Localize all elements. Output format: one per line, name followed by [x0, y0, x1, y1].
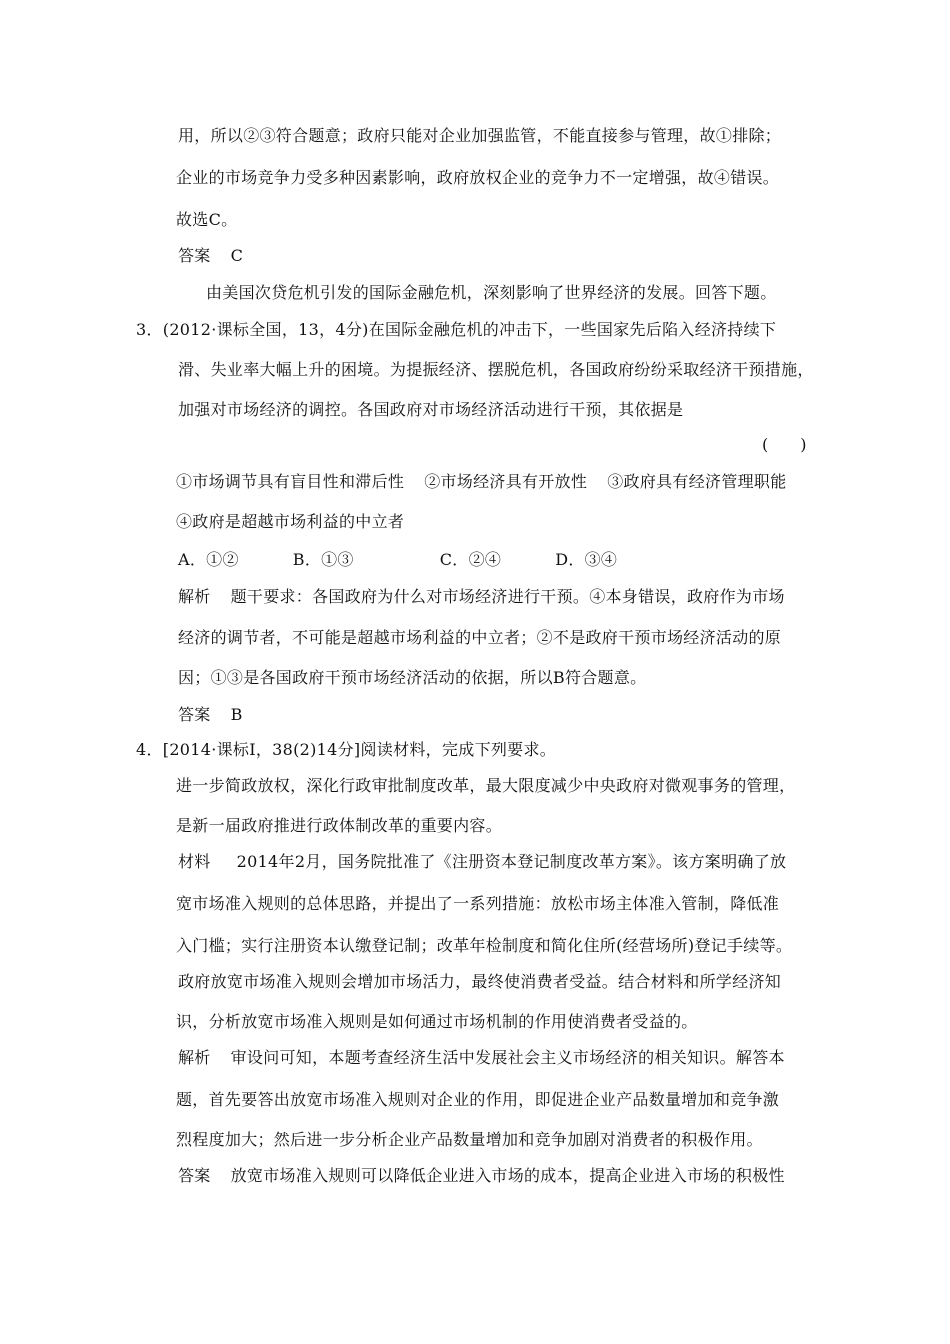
q4-material-text-1: 2014年2月，国务院批准了《注册资本登记制度改革方案》。该方案明确了放: [236, 852, 787, 871]
answer-value: C: [230, 246, 244, 265]
q3-option-1: ①市场调节具有盲目性和滞后性: [176, 472, 405, 491]
q3-answer-blank: ( ): [762, 435, 807, 454]
answer-label: 答案: [178, 246, 211, 265]
answer-value: B: [230, 705, 243, 724]
q3-options-line-1: [176, 472, 787, 492]
q4-material-line-1: [178, 852, 786, 872]
q3-choices: [178, 550, 617, 570]
q3-choice-c: C．②④: [439, 550, 502, 569]
q3-option-3: ③政府具有经济管理职能: [607, 472, 787, 491]
q4-analysis-line-1: [178, 1048, 785, 1068]
q3-analysis-line-3: 因；①③是各国政府干预市场经济活动的依据，所以B符合题意。: [178, 668, 647, 687]
q3-option-4: ④政府是超越市场利益的中立者: [176, 512, 405, 531]
q4-material-line-3: 入门槛；实行注册资本认缴登记制；改革年检制度和简化住所(经营场所)登记手续等。: [176, 936, 793, 955]
answer-label: 答案: [178, 705, 211, 724]
question-intro: 由美国次贷危机引发的国际金融危机，深刻影响了世界经济的发展。回答下题。: [206, 283, 777, 302]
q3-choice-a: A．①②: [178, 550, 239, 569]
q4-stem-line-3: 是新一届政府推进行政体制改革的重要内容。: [176, 816, 503, 835]
q3-stem-line-1: 3．(2012·课标全国，13，4分)在国际金融危机的冲击下，一些国家先后陷入经济持续下: [136, 320, 777, 339]
material-label: 材料: [178, 852, 211, 871]
q3-stem-line-2: 滑、失业率大幅上升的困境。为提振经济、摆脱危机，各国政府纷纷采取经济干预措施，: [178, 360, 814, 379]
q2-analysis-line-1: 用，所以②③符合题意；政府只能对企业加强监管，不能直接参与管理，故①排除；: [178, 126, 782, 145]
q4-stem-line-1: 4．[2014·课标Ⅰ，38(2)14分]阅读材料，完成下列要求。: [136, 740, 557, 759]
q4-question-line-2: 识，分析放宽市场准入规则是如何通过市场机制的作用使消费者受益的。: [176, 1012, 698, 1031]
q4-material-line-2: 宽市场准入规则的总体思路，并提出了一系列措施：放松市场主体准入管制，降低准: [176, 894, 780, 913]
q3-choice-b: B．①③: [292, 550, 354, 569]
analysis-label: 解析: [178, 587, 211, 606]
q4-answer-text-1: 放宽市场准入规则可以降低企业进入市场的成本，提高企业进入市场的积极性: [230, 1166, 785, 1185]
q2-analysis-line-2: 企业的市场竞争力受多种因素影响，政府放权企业的竞争力不一定增强，故④错误。: [176, 168, 780, 187]
analysis-label: 解析: [178, 1048, 211, 1067]
q4-question-line-1: 政府放宽市场准入规则会增加市场活力，最终使消费者受益。结合材料和所学经济知: [178, 972, 782, 991]
q4-analysis-text-1: 审设问可知，本题考查经济生活中发展社会主义市场经济的相关知识。解答本: [230, 1048, 785, 1067]
q4-answer-line-1: [178, 1166, 785, 1186]
q3-choice-d: D．③④: [555, 550, 618, 569]
q4-analysis-line-2: 题，首先要答出放宽市场准入规则对企业的作用，即促进企业产品数量增加和竞争激: [176, 1090, 780, 1109]
q3-option-2: ②市场经济具有开放性: [424, 472, 588, 491]
q3-answer: [178, 705, 243, 725]
q4-stem-line-2: 进一步简政放权，深化行政审批制度改革，最大限度减少中央政府对微观事务的管理，: [176, 776, 796, 795]
q3-analysis-line-1: [178, 587, 785, 607]
answer-label: 答案: [178, 1166, 211, 1185]
q2-answer: [178, 246, 243, 266]
q2-analysis-line-3: 故选C。: [176, 210, 238, 229]
q4-analysis-line-3: 烈程度加大；然后进一步分析企业产品数量增加和竞争加剧对消费者的积极作用。: [176, 1130, 763, 1149]
q3-analysis-line-2: 经济的调节者，不可能是超越市场利益的中立者；②不是政府干预市场经济活动的原: [178, 628, 782, 647]
q3-stem-line-3: 加强对市场经济的调控。各国政府对市场经济活动进行干预，其依据是: [178, 400, 684, 419]
q3-analysis-text-1: 题干要求：各国政府为什么对市场经济进行干预。④本身错误，政府作为市场: [230, 587, 785, 606]
